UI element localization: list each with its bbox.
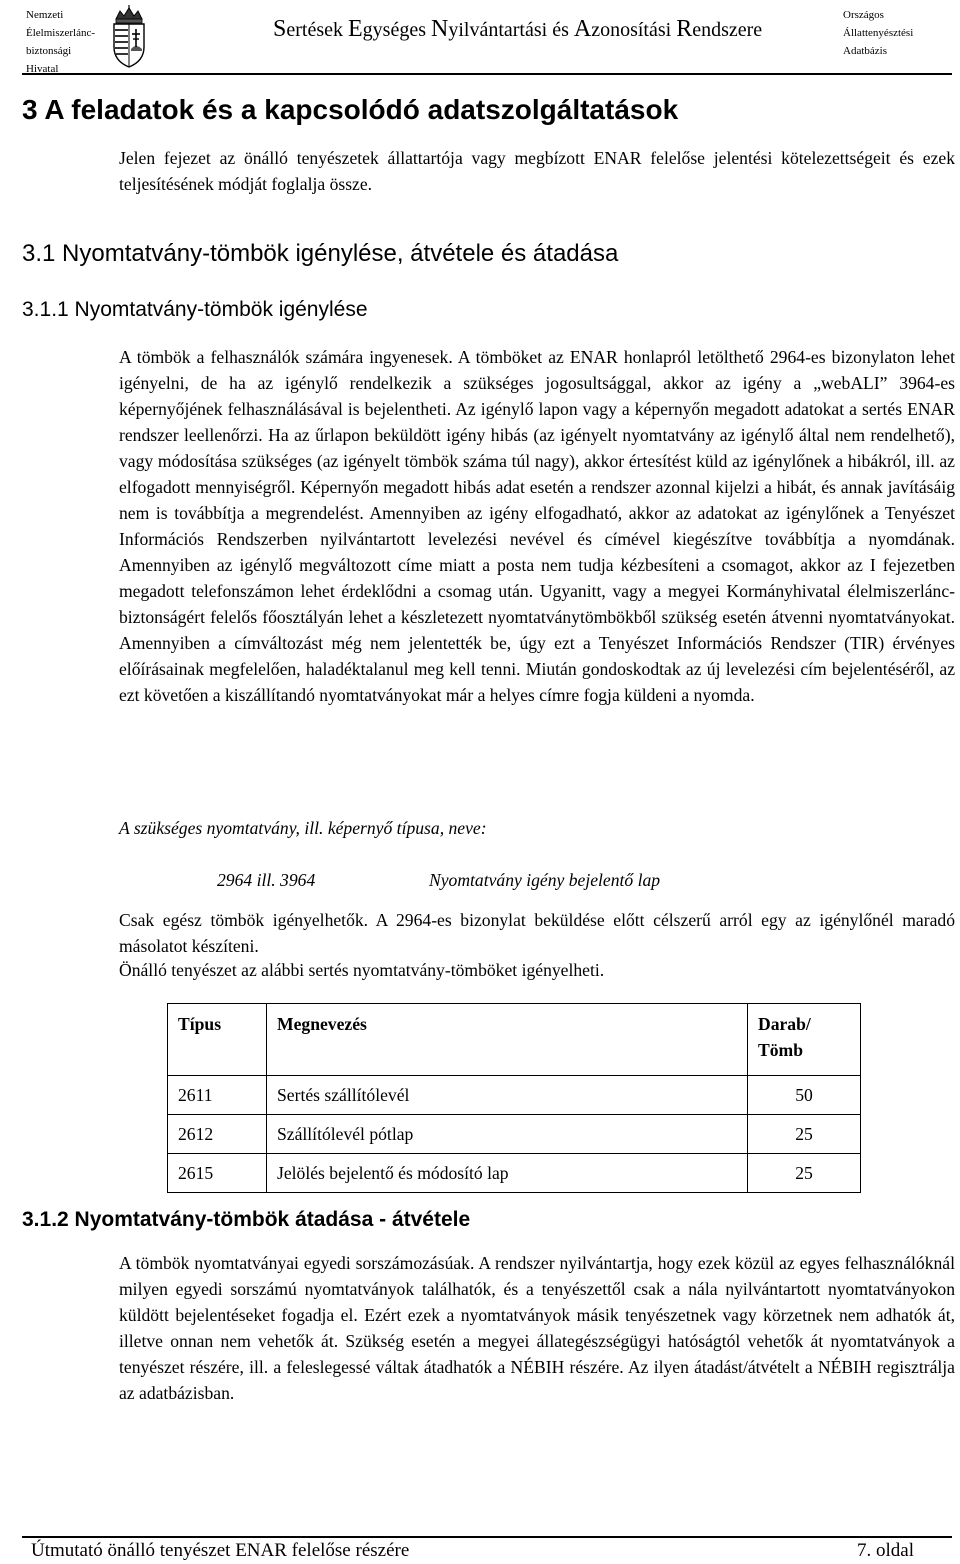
- title-initial: N: [431, 16, 449, 42]
- table-row: [168, 1115, 861, 1154]
- coat-of-arms-icon: [106, 5, 152, 69]
- title-word: zonosítási: [591, 19, 677, 41]
- org-line: Élelmiszerlánc-: [26, 27, 96, 39]
- header-left-org: [26, 6, 95, 78]
- subsection-heading: 3.1.2 Nyomtatvány-tömbök átadása - átvétele: [22, 1208, 471, 1231]
- handover-paragraph: A tömbök nyomtatványai egyedi sorszámozásúak. A rendszer nyilvántartja, hogy ezek közül az egyes felhasználóknál milyen egyedi sorszámú nyomtatványok találhatók, és a tenyészettől csak a nála nyilvántartott nyomtatványokon küldött bejelentéseket fogadja el. Ezért ezek a nyomtatványok másik tenyészetnek vagy körzetnek nem adhatók át, illetve onnan nem vehetők át. Szükség esetén a megyei állategészségügyi hatóságtól vehetők át nyomtatványok a tenyészet részére, ill. a feleslegessé váltak átadhatók a NÉBIH részére. Az ilyen átadást/átvételt a NÉBIH regisztrálja az adatbázisban.: [119, 1253, 955, 1403]
- cell-count: 25: [748, 1115, 861, 1154]
- table-row: [168, 1076, 861, 1115]
- page-header: [0, 0, 960, 74]
- cell-type: 2611: [168, 1076, 267, 1115]
- form-code: 2964 ill. 3964: [217, 870, 316, 890]
- title-word: endszere: [692, 19, 763, 41]
- cell-name: Szállítólevél pótlap: [267, 1115, 748, 1154]
- org-line: Nemzeti: [26, 9, 64, 21]
- whole-blocks-paragraph: Csak egész tömbök igényelhetők. A 2964-es bizonylat beküldése előtt célszerű arról egy az igénylőnél maradó másolatot készíteni.: [119, 910, 955, 956]
- subsection-heading: 3.1.1 Nyomtatvány-tömbök igénylése: [22, 298, 368, 321]
- col-header-count: Darab/ Tömb: [748, 1004, 861, 1076]
- cell-count: 25: [748, 1154, 861, 1193]
- cell-count: 50: [748, 1076, 861, 1115]
- header-divider: [22, 73, 952, 75]
- cell-type: 2615: [168, 1154, 267, 1193]
- col-header-type: Típus: [168, 1004, 267, 1076]
- section-heading: 3.1 Nyomtatvány-tömbök igénylése, átvétele és átadása: [22, 240, 619, 267]
- chapter-heading: 3 A feladatok és a kapcsolódó adatszolgáltatások: [22, 94, 679, 125]
- title-initial: S: [273, 16, 287, 42]
- org-line: Országos: [843, 9, 884, 21]
- system-title: [273, 16, 762, 43]
- org-line: Hivatal: [26, 63, 59, 75]
- title-initial: R: [676, 16, 693, 42]
- footer-document-title: Útmutató önálló tenyészet ENAR felelőse részére: [31, 1540, 410, 1561]
- form-name: Nyomtatvány igény bejelentő lap: [429, 870, 661, 890]
- intro-paragraph: Jelen fejezet az önálló tenyészetek állattartója vagy megbízott ENAR felelőse jelentési kötelezettségeit és ezek teljesítésének módját foglalja össze.: [119, 148, 955, 194]
- title-word: yilvántartási és: [448, 19, 574, 41]
- title-initial: E: [348, 16, 363, 42]
- request-paragraph: A tömbök a felhasználók számára ingyenesek. A tömböket az ENAR honlapról letölthető 2964-es bizonylaton lehet igényelni, de ha az igénylő rendelkezik a szükséges jogosultsággal, akkor az igény a „webALI” 3964-es képernyőjének felhasználásával is bejelentheti. Az igénylő lapon vagy a képernyőn megadott adatokat a sertés ENAR rendszer leellenőrzi. Ha az űrlapon beküldött igény hibás (az igényelt nyomtatvány az igénylő által nem rendelhető), vagy módosítása szükséges (az igényelt tömbök száma túl nagy), akkor értesítést küld az igénylőnek a hibákról, ill. az elfogadott mennyiségről. Képernyőn megadott hibás adat esetén a rendszer azonnal kijelzi a hibát, és annak javításáig nem is továbbítja a megrendelést. Amennyiben az igény elfogadható, akkor az adatokat az igénylőnek a Tenyészet Információs Rendszerben nyilvántartott levelezési nevével és címével kiegészítve továbbítja a nyomdának. Amennyiben az igénylő megváltozott címe miatt a posta nem tudja kézbesíteni a csomagot, akkor az I fejezetben megadott telefonszámon lehet érdeklődni a csomag után. Ugyanitt, vagy a megyei Kormányhivatal élelmiszerlánc-biztonságért felelős főosztályán lehet a készletezett nyomtatványtömbökből szükség esetén átvenni nyomtatványokat. Amennyiben a címváltozást még nem jelentették be, úgy ezt a Tenyészet Információs Rendszer (TIR) érvényes előírásainak megfelelően, haladéktalanul meg kell tenni. Miután gondoskodtak az új levelezési cím bejelentéséről, az ezt követően a kiszállítandó nyomtatványokat már a helyes címre fogja küldeni a nyomda.: [119, 347, 955, 705]
- org-line: biztonsági: [26, 45, 72, 57]
- form-blocks-table: [167, 1003, 861, 1193]
- cell-name: Sertés szállítólevél: [267, 1076, 748, 1115]
- org-line: Állattenyésztési: [843, 27, 914, 39]
- table-header-row: [168, 1004, 861, 1076]
- eligible-blocks-sentence: Önálló tenyészet az alábbi sertés nyomtatvány-tömböket igényelheti.: [119, 960, 605, 980]
- footer-divider: [22, 1536, 952, 1538]
- table-row: [168, 1154, 861, 1193]
- header-right-org: [843, 6, 913, 60]
- title-initial: A: [573, 16, 592, 42]
- cell-type: 2612: [168, 1115, 267, 1154]
- org-line: Adatbázis: [843, 45, 887, 57]
- title-word: ertések: [286, 19, 348, 41]
- page-number: 7. oldal: [857, 1540, 914, 1561]
- required-form-heading: A szükséges nyomtatvány, ill. képernyő típusa, neve:: [119, 818, 487, 838]
- title-word: gységes: [362, 19, 431, 41]
- col-header-name: Megnevezés: [267, 1004, 748, 1076]
- cell-name: Jelölés bejelentő és módosító lap: [267, 1154, 748, 1193]
